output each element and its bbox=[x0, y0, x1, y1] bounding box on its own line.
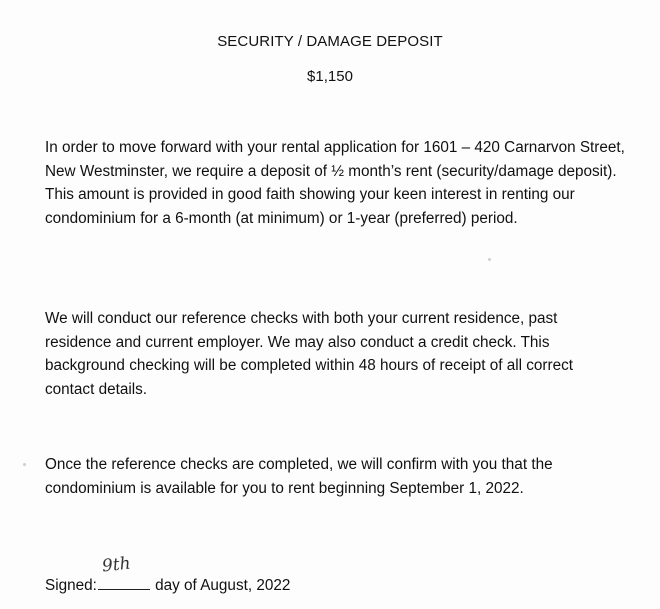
paragraph-confirmation: Once the reference checks are completed, we will confirm with you that the condominium is available for you to rent beginning September 1, 2022. bbox=[45, 456, 553, 497]
signed-suffix: day of August, 2022 bbox=[155, 577, 291, 594]
paragraph-deposit-request: In order to move forward with your rental application for 1601 – 420 Carnarvon Street, New Westminster, we require a deposit of ½ month’s rent (security/damage deposit). This amount is provided in good faith showing your keen interest in renting our condominium for a 6-month (at minimum) or 1-year (preferred) period. bbox=[45, 139, 625, 227]
scan-speck bbox=[488, 258, 491, 261]
signature-line bbox=[45, 553, 291, 595]
day-blank bbox=[98, 553, 150, 590]
paragraph-reference-checks: We will conduct our reference checks with both your current residence, past residence and current employer. We may also conduct a credit check. This background checking will be completed within 48 hours of receipt of all correct contact details. bbox=[45, 310, 574, 398]
document-title: SECURITY / DAMAGE DEPOSIT bbox=[217, 33, 443, 50]
deposit-amount: $1,150 bbox=[307, 68, 353, 85]
scan-speck bbox=[23, 463, 26, 466]
handwritten-day: 9th bbox=[100, 553, 132, 577]
signed-label: Signed: bbox=[45, 577, 97, 594]
